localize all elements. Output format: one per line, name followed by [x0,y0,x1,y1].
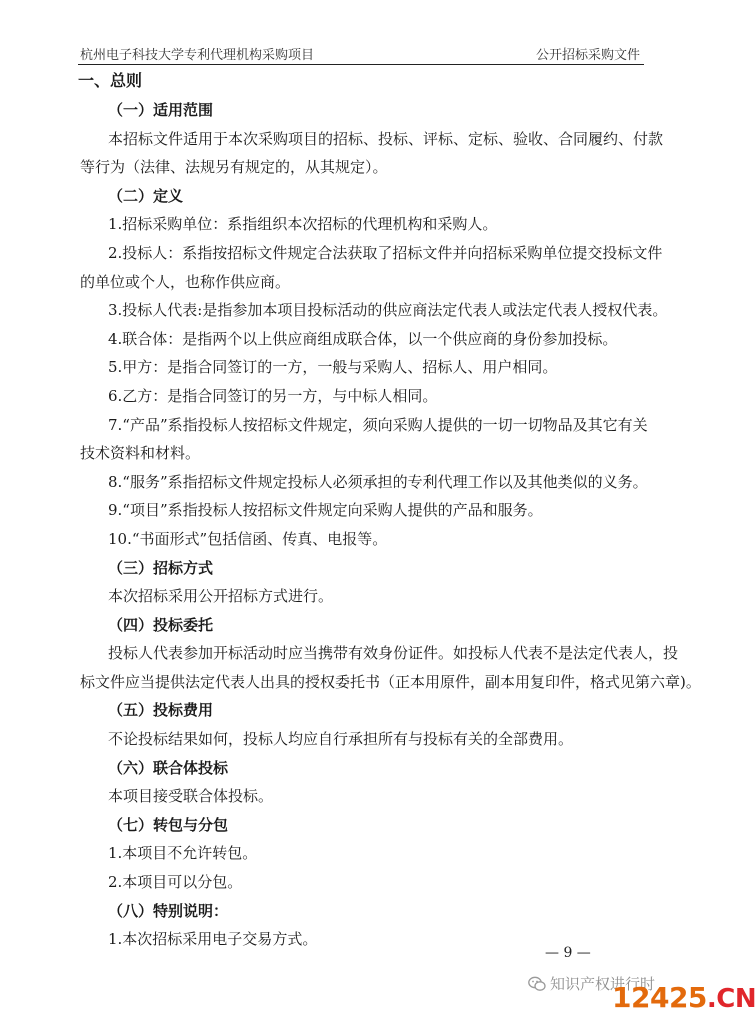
paragraph-line: 1.本次招标采用电子交易方式。 [108,930,318,949]
site-logo-number: 12425 [612,981,707,1014]
paragraph-line: 投标人代表参加开标活动时应当携带有效身份证件。如投标人代表不是法定代表人，投 [108,644,679,663]
paragraph-line: 6.乙方：是指合同签订的另一方，与中标人相同。 [108,386,438,405]
subsection-heading: （一）适用范围 [108,101,214,119]
subsection-heading: （七）转包与分包 [108,815,229,834]
paragraph-line: 2.本项目可以分包。 [108,873,243,892]
paragraph-line: 1.招标采购单位：系指组织本次招标的代理机构和采购人。 [108,215,498,234]
paragraph-line: 标文件应当提供法定代表人出具的授权委托书（正本用原件，副本用复印件，格式见第六章)。 [80,672,701,691]
paragraph-line: 本次招标采用公开招标方式进行。 [108,587,334,606]
paragraph-line: 5.甲方：是指合同签订的一方，一般与采购人、招标人、用户相同。 [108,358,558,377]
paragraph-line: 8.“服务”系指招标文件规定投标人必须承担的专利代理工作以及其他类似的义务。 [108,472,648,491]
subsection-heading: （四）投标委托 [108,615,214,634]
paragraph-line: 2.投标人：系指按招标文件规定合法获取了招标文件并向招标采购单位提交投标文件 [108,243,663,262]
subsection-heading: （八）特别说明： [108,901,229,920]
wechat-icon [528,976,546,992]
subsection-heading: （六）联合体投标 [108,758,229,777]
paragraph-line: 7.“产品”系指投标人按招标文件规定，须向采购人提供的一切一切物品及其它有关 [108,415,648,434]
paragraph-line: 的单位或个人，也称作供应商。 [80,272,291,291]
paragraph-line: 3.投标人代表:是指参加本项目投标活动的供应商法定代表人或法定代表人授权代表。 [108,301,668,320]
paragraph-line: 9.“项目”系指投标人按招标文件规定向采购人提供的产品和服务。 [108,501,543,520]
paragraph-line: 技术资料和材料。 [80,444,201,463]
header-project-name: 杭州电子科技大学专利代理机构采购项目 [80,48,315,63]
paragraph-line: 本招标文件适用于本次采购项目的招标、投标、评标、定标、验收、合同履约、付款 [108,129,664,148]
paragraph-line: 10.“书面形式”包括信函、传真、电报等。 [108,529,388,548]
paragraph-line: 1.本项目不允许转包。 [108,844,258,863]
subsection-heading: （五）投标费用 [108,701,214,720]
subsection-heading: （二）定义 [108,186,184,205]
site-logo [612,981,756,1014]
watermark-text: 知识产权进行时 [550,975,656,993]
document-body [78,66,701,954]
body-lines [80,96,701,954]
paragraph-line: 本项目接受联合体投标。 [108,787,274,806]
paragraph-line: 等行为（法律、法规另有规定的，从其规定）。 [80,158,388,177]
paragraph-line: 4.联合体：是指两个以上供应商组成联合体，以一个供应商的身份参加投标。 [108,329,618,348]
subsection-heading: （三）招标方式 [108,558,214,577]
page-number: — 9 — [545,945,591,961]
paragraph-line: 不论投标结果如何，投标人均应自行承担所有与投标有关的全部费用。 [108,730,574,749]
site-logo-domain: .CN [706,984,756,1014]
header-divider [78,64,644,65]
header-document-type: 公开招标采购文件 [535,48,640,63]
section-title: 一、总则 [78,71,143,90]
